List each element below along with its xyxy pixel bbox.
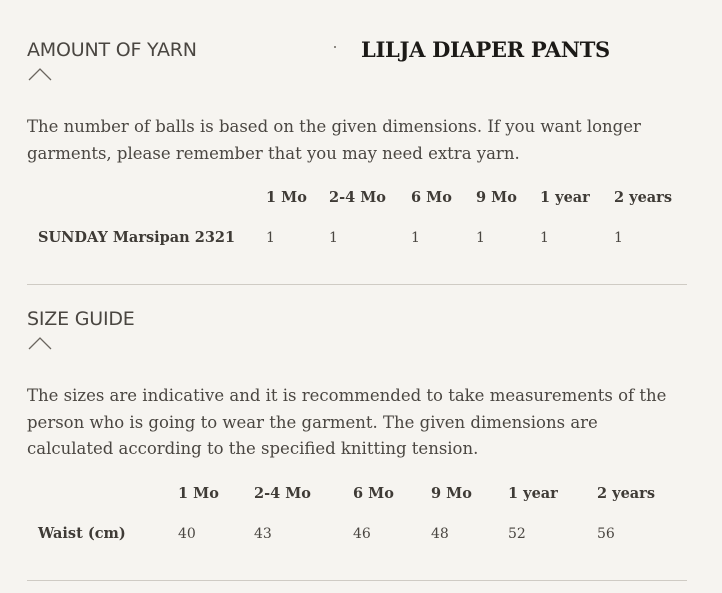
section-divider	[27, 580, 687, 581]
table-cell: 1	[411, 230, 420, 246]
column-header: 1 year	[540, 189, 590, 206]
size-description-line: person who is going to wear the garment. The given dimensions are	[27, 412, 598, 432]
column-header: 2 years	[614, 189, 672, 206]
table-cell: 46	[353, 526, 371, 542]
section-divider	[27, 284, 687, 285]
yarn-description-line: The number of balls is based on the given dimensions. If you want longer	[27, 117, 641, 136]
table-cell: 43	[254, 526, 272, 542]
table-cell: 1	[540, 230, 549, 246]
column-header: 6 Mo	[411, 189, 452, 206]
column-header: 1 Mo	[178, 485, 219, 502]
table-cell: 56	[597, 526, 615, 542]
size-guide-heading[interactable]: SIZE GUIDE	[27, 308, 135, 330]
yarn-description-line: garments, please remember that you may need extra yarn.	[27, 143, 520, 163]
row-label: SUNDAY Marsipan 2321	[38, 229, 236, 246]
chevron-up-icon[interactable]	[28, 67, 52, 81]
chevron-up-icon[interactable]	[28, 336, 52, 350]
table-cell: 1	[329, 230, 338, 246]
table-cell: 40	[178, 526, 196, 542]
column-header: 1 Mo	[266, 189, 307, 206]
table-cell: 52	[508, 526, 526, 542]
yarn-description	[27, 114, 697, 167]
separator-dot	[334, 46, 336, 48]
size-description	[27, 383, 697, 463]
column-header: 1 year	[508, 485, 558, 502]
column-header: 2-4 Mo	[329, 189, 386, 206]
column-header: 9 Mo	[431, 485, 472, 502]
column-header: 2-4 Mo	[254, 485, 311, 502]
amount-of-yarn-heading[interactable]: AMOUNT OF YARN	[27, 39, 197, 61]
table-cell: 1	[476, 230, 485, 246]
row-label: Waist (cm)	[38, 525, 126, 542]
column-header: 2 years	[597, 485, 655, 502]
table-cell: 1	[614, 230, 623, 246]
table-cell: 48	[431, 526, 449, 542]
column-header: 9 Mo	[476, 189, 517, 206]
table-cell: 1	[266, 230, 275, 246]
size-description-line: calculated according to the specified knitting tension.	[27, 439, 479, 458]
product-title: LILJA DIAPER PANTS	[361, 37, 610, 62]
size-description-line: The sizes are indicative and it is recommended to take measurements of the	[27, 386, 667, 405]
column-header: 6 Mo	[353, 485, 394, 502]
